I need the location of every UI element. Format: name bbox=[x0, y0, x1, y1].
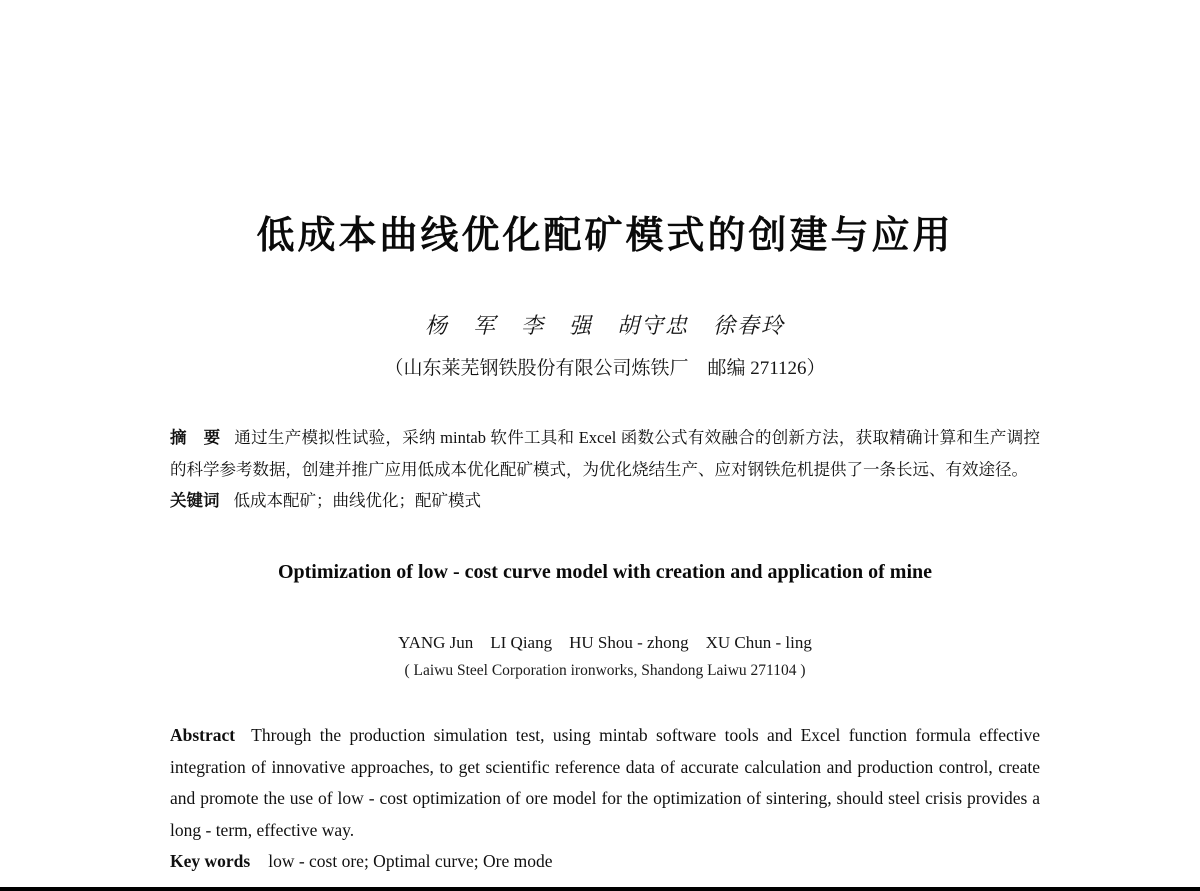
authors-en: YANG Jun LI Qiang HU Shou - zhong XU Chun - ling bbox=[398, 633, 812, 652]
affiliation-en: ( Laiwu Steel Corporation ironworks, Shandong Laiwu 271104 ) bbox=[404, 662, 806, 679]
abstract-zh-label: 摘 要 bbox=[170, 429, 221, 447]
keywords-zh bbox=[170, 485, 1040, 517]
paper-title-zh: 低成本曲线优化配矿模式的创建与应用 bbox=[256, 215, 954, 257]
paper-content-column bbox=[170, 0, 1040, 878]
scan-edge-line bbox=[0, 887, 1200, 891]
keywords-en-label: Key words bbox=[170, 851, 251, 871]
abstract-en bbox=[170, 720, 1040, 846]
authors-zh: 杨 军 李 强 胡守忠 徐春玲 bbox=[424, 313, 785, 338]
abstract-zh bbox=[170, 422, 1040, 485]
affiliation-zh: （山东莱芜钢铁股份有限公司炼铁厂 邮编 271126） bbox=[384, 358, 826, 379]
paper-title-en: Optimization of low - cost curve model with creation and application of mine bbox=[277, 561, 933, 583]
keywords-en-text: low - cost ore; Optimal curve; Ore mode bbox=[268, 851, 553, 871]
keywords-en bbox=[170, 846, 1040, 878]
abstract-en-label: Abstract bbox=[170, 725, 236, 745]
abstract-zh-text: 通过生产模拟性试验，采纳 mintab 软件工具和 Excel 函数公式有效融合的创新方法，获取精确计算和生产调控的科学参考数据，创建并推广应用低成本优化配矿模式，为优化烧结生产、应对钢铁危机提供了一条长远、有效途径。 bbox=[170, 428, 1041, 479]
abstract-en-text: Through the production simulation test, using mintab software tools and Excel function formula effective integration of innovative approaches, to get scientific reference data of accurate calculation and production control, create and promote the use of low - cost optimization of ore model for the optimization of sintering, should steel crisis provides a long - term, effective way. bbox=[170, 725, 1040, 840]
keywords-zh-text: 低成本配矿；曲线优化；配矿模式 bbox=[233, 491, 481, 510]
keywords-zh-label: 关键词 bbox=[170, 492, 220, 510]
